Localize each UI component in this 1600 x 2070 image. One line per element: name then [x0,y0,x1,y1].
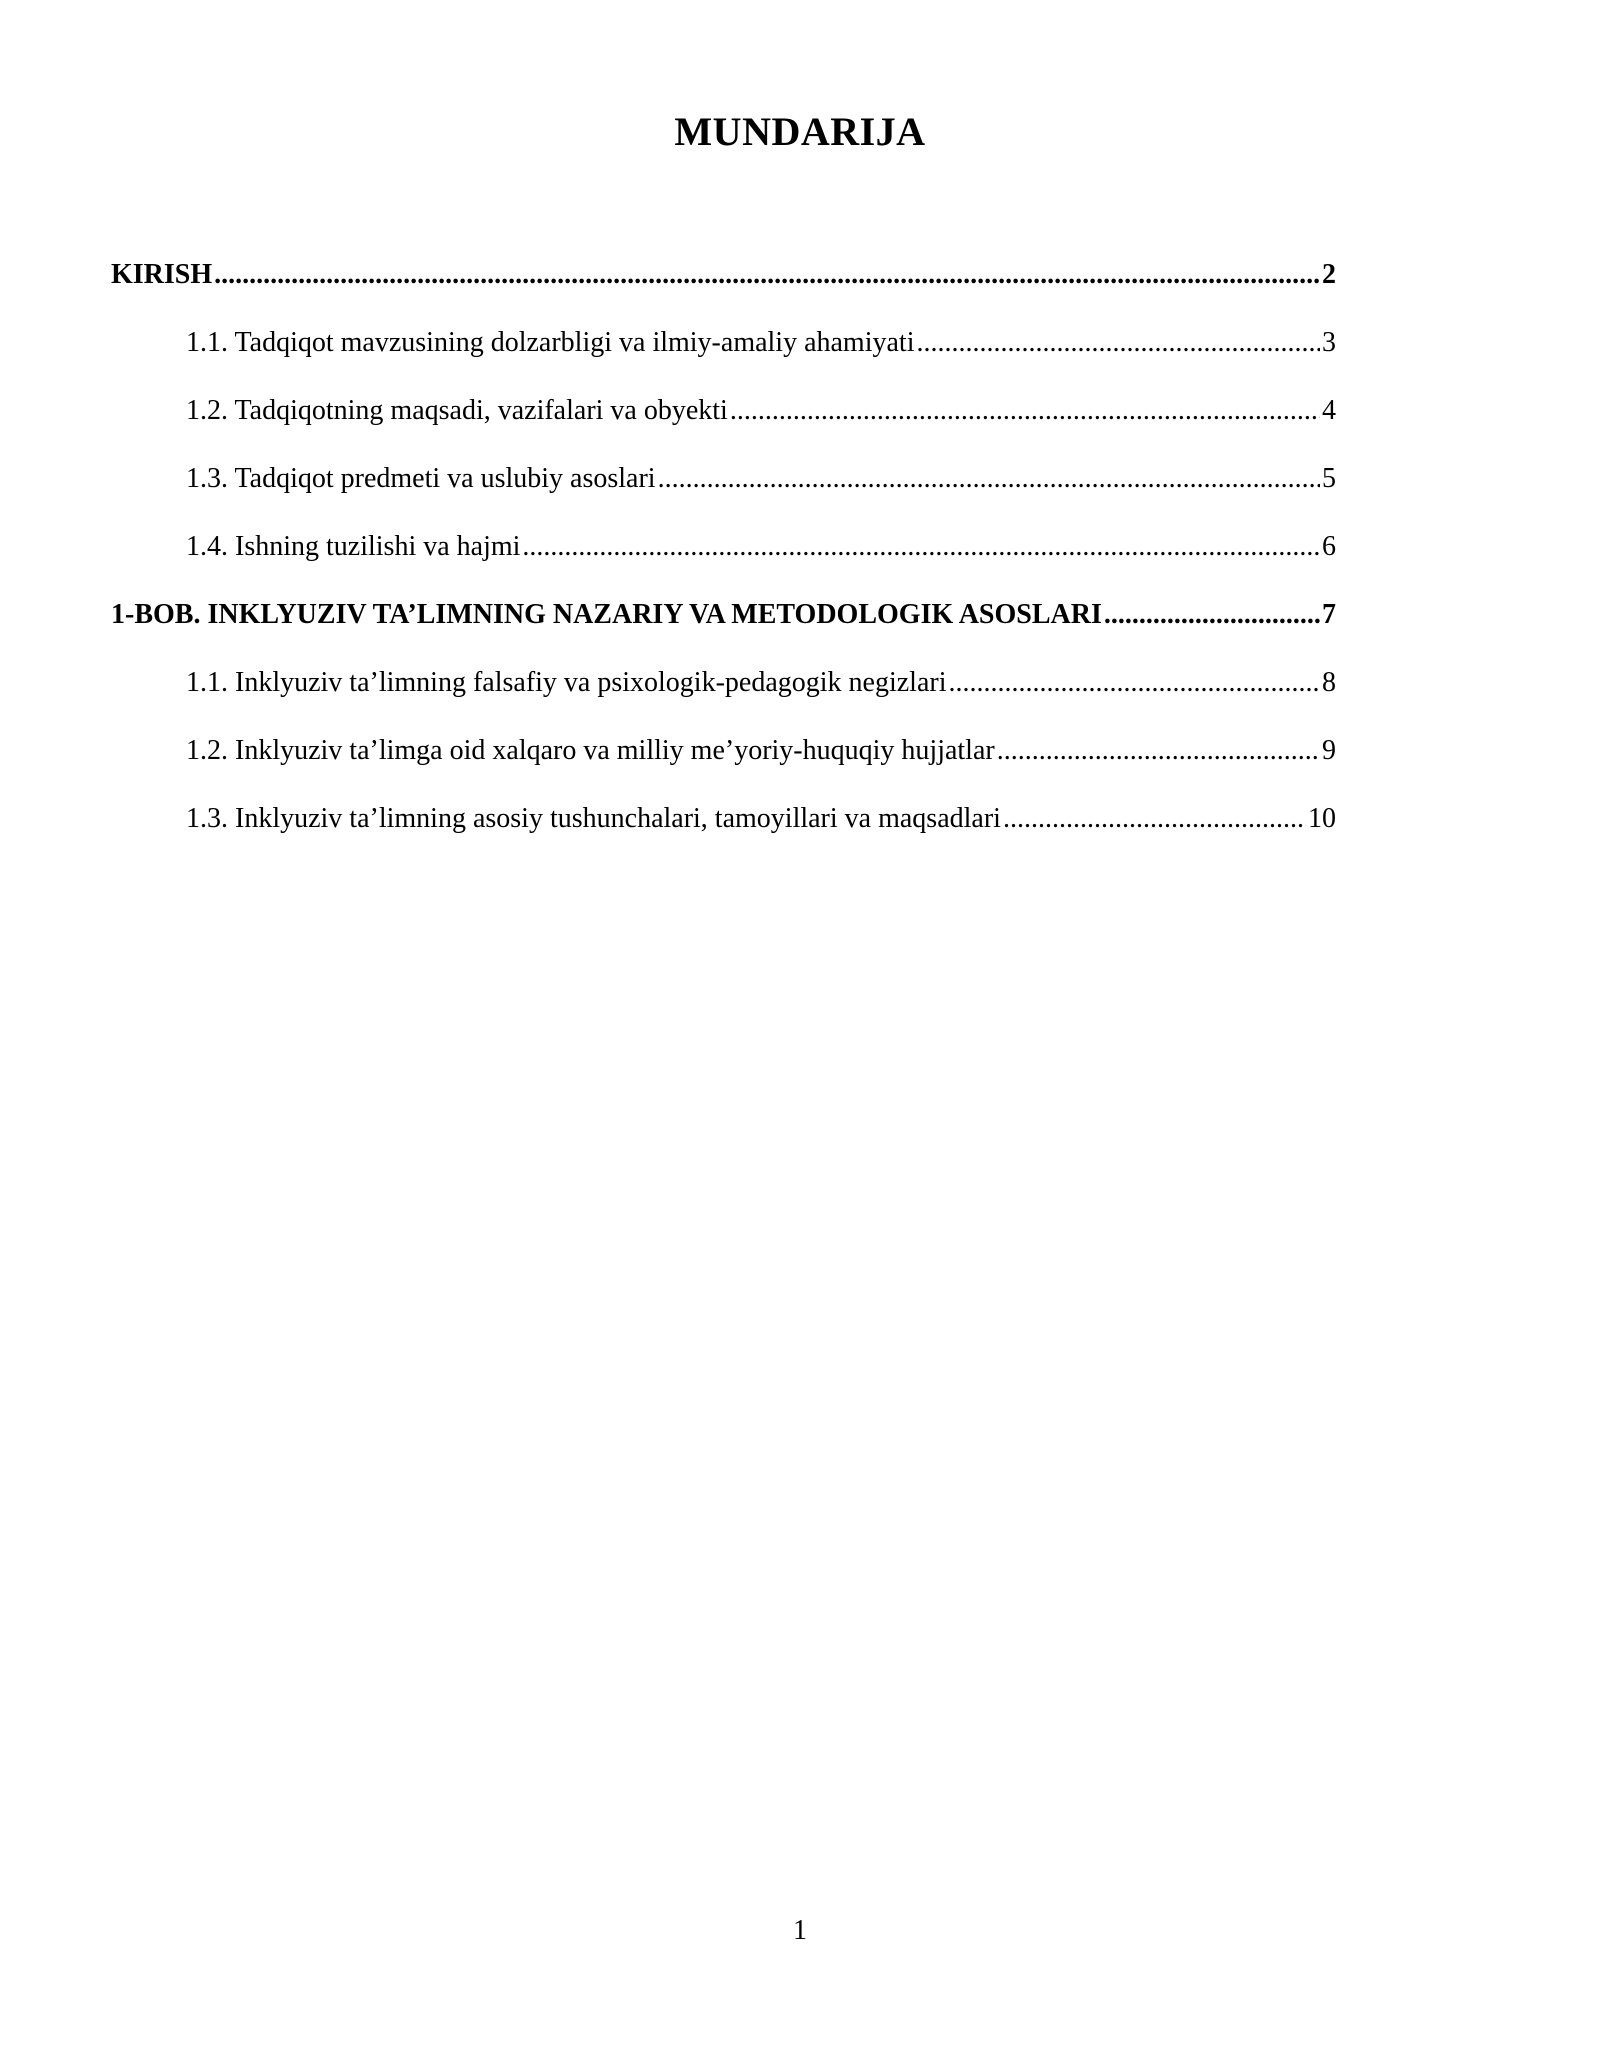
toc-entry-label: 1.3. Inklyuziv ta’limning asosiy tushunchalari, tamoyillari va maqsadlari [186,803,1001,834]
toc-entry-kirish[interactable] [111,255,1336,323]
toc-leader-dots [997,731,1320,771]
page-title: MUNDARIJA [674,109,926,154]
toc-entry-label: 1.2. Tadqiqotning maqsadi, vazifalari va obyekti [186,395,728,426]
toc-leader-dots [214,255,1320,295]
toc-entry-1-3[interactable] [111,459,1336,527]
toc-entry-1-1[interactable] [111,323,1336,391]
toc-leader-dots [522,527,1320,567]
toc-entry-page: 3 [1322,327,1336,358]
toc-entry-page: 5 [1322,463,1336,494]
toc-entry-page: 9 [1322,735,1336,766]
toc-entry-page: 4 [1322,395,1336,426]
toc-entry-label: KIRISH [111,259,213,290]
toc-entry-label: 1.4. Ishning tuzilishi va hajmi [186,531,521,562]
toc-entry-ch1-1-3[interactable] [111,799,1336,867]
toc-entry-ch1-1-2[interactable] [111,731,1336,799]
toc-entry-page: 10 [1308,803,1336,834]
toc-leader-dots [916,323,1320,363]
toc-entry-page: 6 [1322,531,1336,562]
toc-leader-dots [1104,595,1320,635]
toc-entry-label: 1.1. Inklyuziv ta’limning falsafiy va psixologik-pedagogik negizlari [186,667,947,698]
table-of-contents [111,255,1336,867]
toc-leader-dots [948,663,1320,703]
toc-entry-label: 1.3. Tadqiqot predmeti va uslubiy asoslari [186,463,656,494]
toc-entry-page: 2 [1322,259,1336,290]
toc-entry-page: 8 [1322,667,1336,698]
toc-entry-page: 7 [1322,599,1336,630]
toc-entry-label: 1.2. Inklyuziv ta’limga oid xalqaro va milliy me’yoriy-huquqiy hujjatlar [186,735,995,766]
toc-entry-label: 1.1. Tadqiqot mavzusining dolzarbligi va ilmiy-amaliy ahamiyati [186,327,915,358]
page-number: 1 [793,1915,807,1946]
toc-entry-ch1-1-1[interactable] [111,663,1336,731]
toc-entry-label: 1-BOB. INKLYUZIV TA’LIMNING NAZARIY VA METODOLOGIK ASOSLARI [111,599,1102,630]
toc-leader-dots [1003,799,1306,839]
toc-leader-dots [730,391,1320,431]
toc-leader-dots [658,459,1320,499]
toc-entry-1-2[interactable] [111,391,1336,459]
toc-entry-chapter-1[interactable] [111,595,1336,663]
toc-entry-1-4[interactable] [111,527,1336,595]
